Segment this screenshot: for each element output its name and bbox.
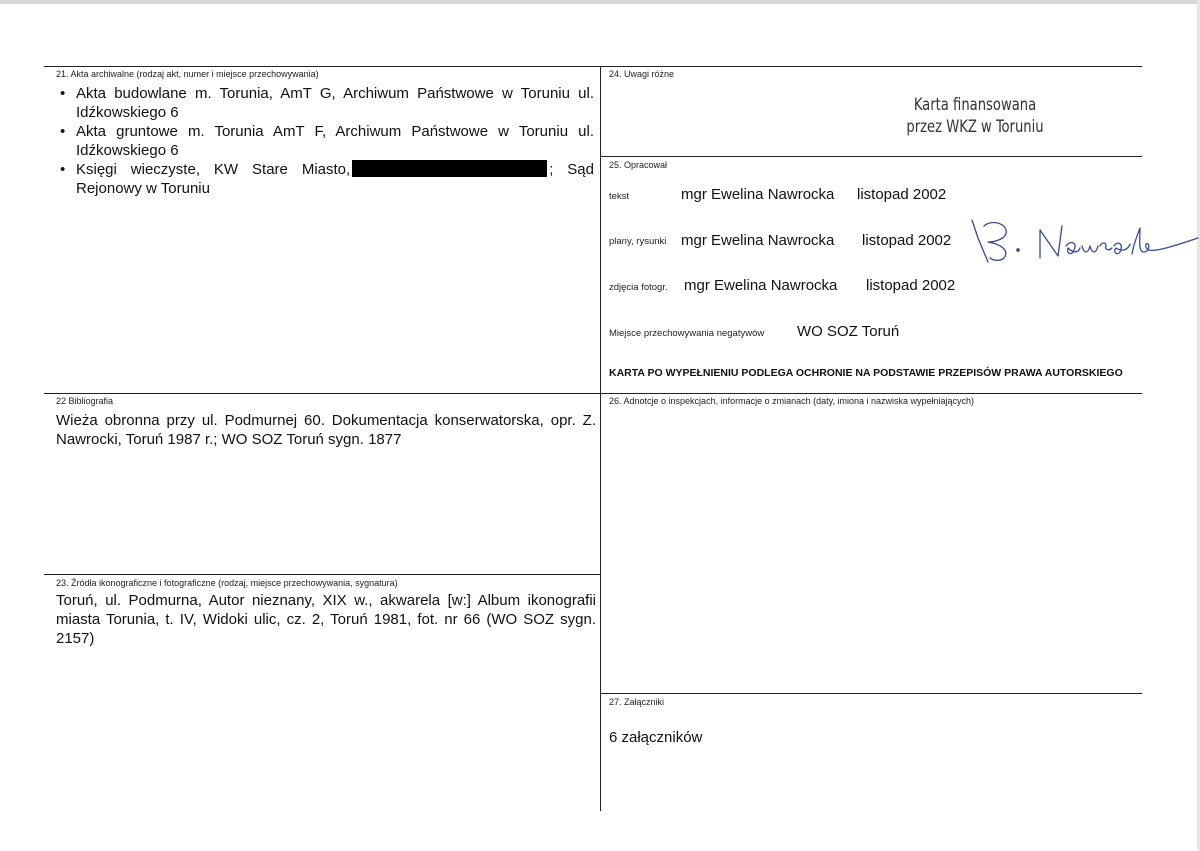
list-item [56,160,594,198]
bullet-icon: • [60,123,66,140]
prepared-row-key: zdjęcia fotogr. [609,282,668,293]
section-22-label: 22 Bibliografia [56,396,114,406]
bullet-icon: • [60,161,66,178]
prepared-row-author: mgr Ewelina Nawrocka [681,232,835,249]
prepared-row-date: listopad 2002 [862,232,952,249]
rule-between-26-27 [600,693,1142,694]
copyright-notice: KARTA PO WYPEŁNIENIU PODLEGA OCHRONIE NA PODSTAWIE PRZEPISÓW PRAWA AUTORSKIEGO [609,367,1123,379]
scan-edge-top [0,0,1200,4]
funding-stamp [885,94,1066,138]
section-26-label: 26. Adnotcje o inspekcjach, informacje o zmianach (daty, imiona i nazwiska wypełniających) [609,396,975,406]
list-item-text-start: Księgi wieczyste, KW Stare Miasto, [76,161,351,178]
negatives-storage-value: WO SOZ Toruń [797,323,900,340]
redaction-bar [352,160,547,177]
list-item [56,84,594,122]
list-item-text: Akta budowlane m. Torunia, AmT G, Archiwum Państwowe w Toruniu ul. Idźkowskiego 6 [76,85,594,121]
column-divider [600,66,601,811]
section-24-label: 24. Uwagi różne [609,69,675,79]
iconographic-sources-text: Toruń, ul. Podmurna, Autor nieznany, XIX w., akwarela [w:] Album ikonografii miasta Torunia, t. IV, Widoki ulic, cz. 2, Toruń 1981, fot. nr 66 (WO SOZ sygn. 2157) [56,592,596,647]
rule-between-22-23 [44,574,600,575]
prepared-row-key: plany, rysunki [609,236,667,247]
negatives-storage-label: Miejsce przechowywania negatywów [609,328,765,339]
bullet-icon: • [60,85,66,102]
section-21-label: 21. Akta archiwalne (rodzaj akt, numer i miejsce przechowywania) [56,69,319,79]
prepared-row-key: tekst [609,191,630,202]
section-23-label: 23. Źródła ikonograficzne i fotograficzne (rodzaj, miejsce przechowywania, sygnatura) [56,578,398,588]
archival-records-list [56,84,594,198]
rule-between-24-25 [600,156,1142,157]
prepared-row-date: listopad 2002 [866,277,956,294]
prepared-row-date: listopad 2002 [857,186,947,203]
prepared-row-author: mgr Ewelina Nawrocka [684,277,838,294]
prepared-row-author: mgr Ewelina Nawrocka [681,186,835,203]
section-25-label: 25. Opracował [609,160,668,170]
funding-stamp-line-2: przez WKZ w Toruniu [906,117,1044,137]
list-item [56,122,594,160]
bibliography-text: Wieża obronna przy ul. Podmurnej 60. Dokumentacja konserwatorska, opr. Z. Nawrocki, Toruń 1987 r.; WO SOZ Toruń sygn. 1877 [56,412,596,448]
rule-between-21-22 [44,393,600,394]
list-item-text-end: ; Sąd Rejonowy w Toruniu [76,161,594,197]
top-rule [44,66,1142,67]
rule-between-25-26 [600,393,1142,394]
handwritten-signature [960,212,1200,272]
section-27-label: 27. Załączniki [609,697,665,707]
list-item-text: Akta gruntowe m. Torunia AmT F, Archiwum Państwowe w Toruniu ul. Idźkowskiego 6 [76,123,594,159]
funding-stamp-line-1: Karta finansowana [913,95,1037,115]
attachments-count: 6 załączników [609,729,703,746]
